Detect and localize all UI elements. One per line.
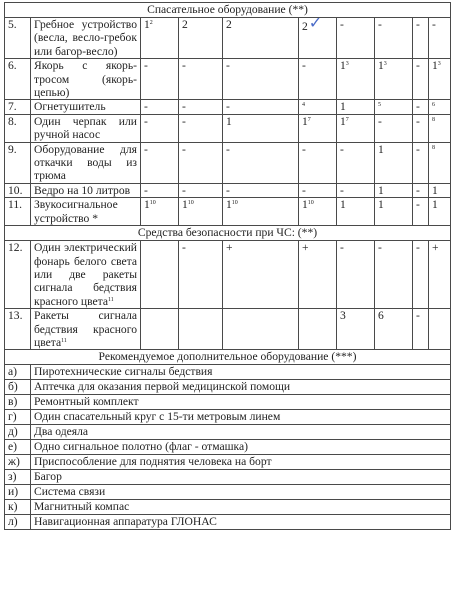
value-cell <box>179 100 223 114</box>
value-cell: + <box>299 241 337 309</box>
equipment-name: Якорь с якорь-тросом (якорь-цепью) <box>31 59 141 100</box>
footnote-ref: 3 <box>383 61 387 68</box>
item-text: Одно сигнальное полотно (флаг - отмашка) <box>31 440 451 455</box>
safety-equipment-section-title: Средства безопасности при ЧС: (**) <box>5 226 451 241</box>
value-cell <box>337 100 375 114</box>
value-cell <box>375 198 413 226</box>
cell-value: 2 <box>302 20 308 33</box>
cell-value: - <box>432 18 436 31</box>
value-cell: - <box>413 241 429 309</box>
value-cell <box>413 100 429 114</box>
item-letter: д) <box>5 425 31 440</box>
cell-value: - <box>416 59 420 73</box>
cell-value: - <box>226 100 230 114</box>
footnote-ref: 11 <box>108 296 114 303</box>
row-number: 11. <box>5 198 31 226</box>
item-letter: а) <box>5 365 31 380</box>
rescue-equipment-section-title: Спасательное оборудование (**) <box>5 3 451 18</box>
value-cell <box>179 59 223 100</box>
value-cell <box>413 18 429 59</box>
value-cell <box>413 59 429 100</box>
recommended-item <box>5 395 451 410</box>
cell-value: 1 <box>302 198 308 212</box>
recommended-item <box>5 470 451 485</box>
item-text: Два одеяла <box>31 425 451 440</box>
item-text: Навигационная аппаратура ГЛОНАС <box>31 515 451 530</box>
value-cell <box>141 18 179 59</box>
value-cell <box>141 59 179 100</box>
value-cell <box>141 100 179 114</box>
item-letter: б) <box>5 380 31 395</box>
recommended-item <box>5 485 451 500</box>
item-text: Приспособление для поднятия человека на борт <box>31 455 451 470</box>
value-cell <box>375 59 413 100</box>
value-cell <box>299 59 337 100</box>
value-cell <box>429 183 451 197</box>
equipment-row <box>5 18 451 59</box>
value-cell <box>375 18 413 59</box>
equipment-name: Огнетушитель <box>31 100 141 114</box>
cell-value: 1 <box>378 142 384 156</box>
recommended-equipment-section-title: Рекомендуемое дополнительное оборудование (***) <box>5 350 451 365</box>
cell-value: - <box>302 183 306 197</box>
cell-value: 1 <box>144 198 150 212</box>
footnote-ref: 10 <box>187 200 194 207</box>
item-text: Система связи <box>31 485 451 500</box>
value-cell <box>179 18 223 59</box>
row-number: 6. <box>5 59 31 100</box>
footnote-ref: 8 <box>432 144 435 151</box>
value-cell <box>429 198 451 226</box>
value-cell <box>223 309 299 350</box>
item-text: Магнитный компас <box>31 500 451 515</box>
cell-value: - <box>182 59 186 73</box>
item-letter: и) <box>5 485 31 500</box>
value-cell <box>337 183 375 197</box>
value-cell: - <box>337 241 375 309</box>
footnote-ref: 10 <box>307 200 314 207</box>
cell-value: 1 <box>144 18 150 31</box>
cell-value: - <box>226 183 230 197</box>
recommended-item <box>5 515 451 530</box>
value-cell <box>223 114 299 142</box>
cell-value: - <box>144 100 148 114</box>
value-cell <box>299 309 337 350</box>
value-cell <box>429 59 451 100</box>
cell-value: 1 <box>432 59 438 73</box>
value-cell <box>299 114 337 142</box>
row-number: 5. <box>5 18 31 59</box>
footnote-ref: 6 <box>432 102 435 109</box>
value-cell <box>179 183 223 197</box>
value-cell <box>429 309 451 350</box>
row-number: 10. <box>5 183 31 197</box>
cell-value: - <box>416 198 420 212</box>
equipment-row <box>5 198 451 226</box>
value-cell <box>223 18 299 59</box>
cell-value: 1 <box>182 198 188 212</box>
equipment-name <box>31 241 141 309</box>
cell-value: - <box>144 142 148 156</box>
value-cell <box>413 114 429 142</box>
cell-value: - <box>302 59 306 73</box>
equipment-table-page <box>4 2 450 530</box>
recommended-equipment-section-row <box>5 350 451 365</box>
row-number: 7. <box>5 100 31 114</box>
cell-value: - <box>226 59 230 73</box>
cell-value: - <box>340 142 344 156</box>
cell-value: 1 <box>340 100 346 114</box>
value-cell <box>141 183 179 197</box>
value-cell <box>299 142 337 183</box>
safety-row <box>5 309 451 350</box>
item-text: Багор <box>31 470 451 485</box>
value-cell <box>413 198 429 226</box>
item-text: Один спасательный круг с 15-ти метровым линем <box>31 410 451 425</box>
cell-value: - <box>378 114 382 128</box>
value-cell <box>299 100 337 114</box>
safety-equipment-section-row <box>5 226 451 241</box>
item-text: Ремонтный комплект <box>31 395 451 410</box>
value-cell <box>223 183 299 197</box>
equipment-name: Гребное устройство (весла, весло-гребок или багор-весло) <box>31 18 141 59</box>
cell-value: - <box>416 142 420 156</box>
cell-value: - <box>416 18 420 31</box>
value-cell <box>337 198 375 226</box>
equipment-row <box>5 59 451 100</box>
item-letter: л) <box>5 515 31 530</box>
value-cell <box>223 142 299 183</box>
footnote-ref: 3 <box>437 61 441 68</box>
value-cell <box>429 100 451 114</box>
item-letter: ж) <box>5 455 31 470</box>
cell-value: - <box>182 100 186 114</box>
rescue-equipment-section-row <box>5 3 451 18</box>
value-cell: 6 <box>375 309 413 350</box>
cell-value: - <box>144 114 148 128</box>
cell-value: 1 <box>378 198 384 212</box>
equipment-name <box>31 309 141 350</box>
cell-value: - <box>416 114 420 128</box>
row-number: 8. <box>5 114 31 142</box>
footnote-ref: 8 <box>432 116 435 123</box>
recommended-item <box>5 500 451 515</box>
cell-value: 2 <box>182 18 188 31</box>
equipment-row <box>5 114 451 142</box>
value-cell <box>337 114 375 142</box>
value-cell <box>223 59 299 100</box>
handwritten-check-icon: ✓ <box>308 13 323 32</box>
value-cell <box>413 142 429 183</box>
cell-value: - <box>226 142 230 156</box>
recommended-item <box>5 425 451 440</box>
value-cell <box>429 114 451 142</box>
cell-value: - <box>302 142 306 156</box>
footnote-ref: 11 <box>61 337 67 344</box>
value-cell <box>413 183 429 197</box>
item-letter: в) <box>5 395 31 410</box>
row-number: 12. <box>5 241 31 309</box>
value-cell <box>375 142 413 183</box>
item-text: Аптечка для оказания первой медицинской помощи <box>31 380 451 395</box>
cell-value: - <box>182 183 186 197</box>
item-letter: г) <box>5 410 31 425</box>
value-cell <box>299 198 337 226</box>
value-cell <box>141 114 179 142</box>
value-cell <box>375 100 413 114</box>
item-text: Пиротехнические сигналы бедствия <box>31 365 451 380</box>
value-cell <box>141 198 179 226</box>
item-letter: з) <box>5 470 31 485</box>
cell-value: 1 <box>340 59 346 73</box>
equipment-row <box>5 183 451 197</box>
value-cell <box>429 142 451 183</box>
cell-value: 1 <box>226 114 232 128</box>
value-cell <box>299 183 337 197</box>
value-cell <box>299 13 337 59</box>
value-cell <box>141 241 179 309</box>
cell-value: 1 <box>302 114 308 128</box>
equipment-name: Ведро на 10 литров <box>31 183 141 197</box>
value-cell <box>375 114 413 142</box>
value-cell <box>337 18 375 59</box>
value-cell: 3 <box>337 309 375 350</box>
cell-value: 1 <box>226 198 232 212</box>
value-cell: - <box>413 309 429 350</box>
cell-value: 1 <box>378 183 384 197</box>
value-cell <box>141 142 179 183</box>
equipment-name-text: Ракеты сигнала бедствия красного цвета <box>34 309 137 349</box>
cell-value: - <box>340 183 344 197</box>
cell-value: - <box>182 114 186 128</box>
safety-row <box>5 241 451 309</box>
recommended-item <box>5 410 451 425</box>
footnote-ref: 10 <box>231 200 238 207</box>
value-cell: - <box>179 241 223 309</box>
value-cell <box>375 183 413 197</box>
footnote-ref: 7 <box>345 116 349 123</box>
recommended-item <box>5 440 451 455</box>
value-cell <box>179 114 223 142</box>
footnote-ref: 4 <box>302 102 305 109</box>
item-letter: к) <box>5 500 31 515</box>
value-cell <box>337 59 375 100</box>
value-cell: - <box>375 241 413 309</box>
value-cell <box>223 100 299 114</box>
cell-value: - <box>144 183 148 197</box>
equipment-name: Оборудование для откачки воды из трюма <box>31 142 141 183</box>
cell-value: - <box>416 183 420 197</box>
row-number: 13. <box>5 309 31 350</box>
value-cell <box>179 198 223 226</box>
footnote-ref: 2 <box>149 20 153 26</box>
equipment-name: Один черпак или ручной насос <box>31 114 141 142</box>
cell-value: - <box>144 59 148 73</box>
footnote-ref: 3 <box>345 61 349 68</box>
recommended-item <box>5 455 451 470</box>
footnote-ref: 7 <box>307 116 311 123</box>
recommended-item <box>5 380 451 395</box>
value-cell <box>429 18 451 59</box>
cell-value: 1 <box>432 198 438 212</box>
equipment-table <box>4 2 451 530</box>
value-cell <box>141 309 179 350</box>
footnote-ref: 5 <box>378 102 381 109</box>
recommended-item <box>5 365 451 380</box>
row-number: 9. <box>5 142 31 183</box>
value-cell: + <box>429 241 451 309</box>
value-cell <box>179 142 223 183</box>
equipment-row <box>5 100 451 114</box>
cell-value: - <box>340 18 344 31</box>
equipment-row <box>5 142 451 183</box>
item-letter: е) <box>5 440 31 455</box>
value-cell <box>337 142 375 183</box>
cell-value: - <box>182 142 186 156</box>
cell-value: 1 <box>340 114 346 128</box>
footnote-ref: 10 <box>149 200 156 207</box>
cell-value: 1 <box>378 59 384 73</box>
cell-value: 1 <box>340 198 346 212</box>
value-cell: + <box>223 241 299 309</box>
equipment-name-text: Один электрический фонарь белого света или две ракеты сигнала бедствия красного цвета <box>34 241 137 308</box>
cell-value: 1 <box>432 183 438 197</box>
cell-value: 2 <box>226 18 232 31</box>
equipment-name: Звукосигнальное устройство * <box>31 198 141 226</box>
cell-value: - <box>416 100 420 114</box>
value-cell <box>179 309 223 350</box>
value-cell <box>223 198 299 226</box>
cell-value: - <box>378 18 382 31</box>
